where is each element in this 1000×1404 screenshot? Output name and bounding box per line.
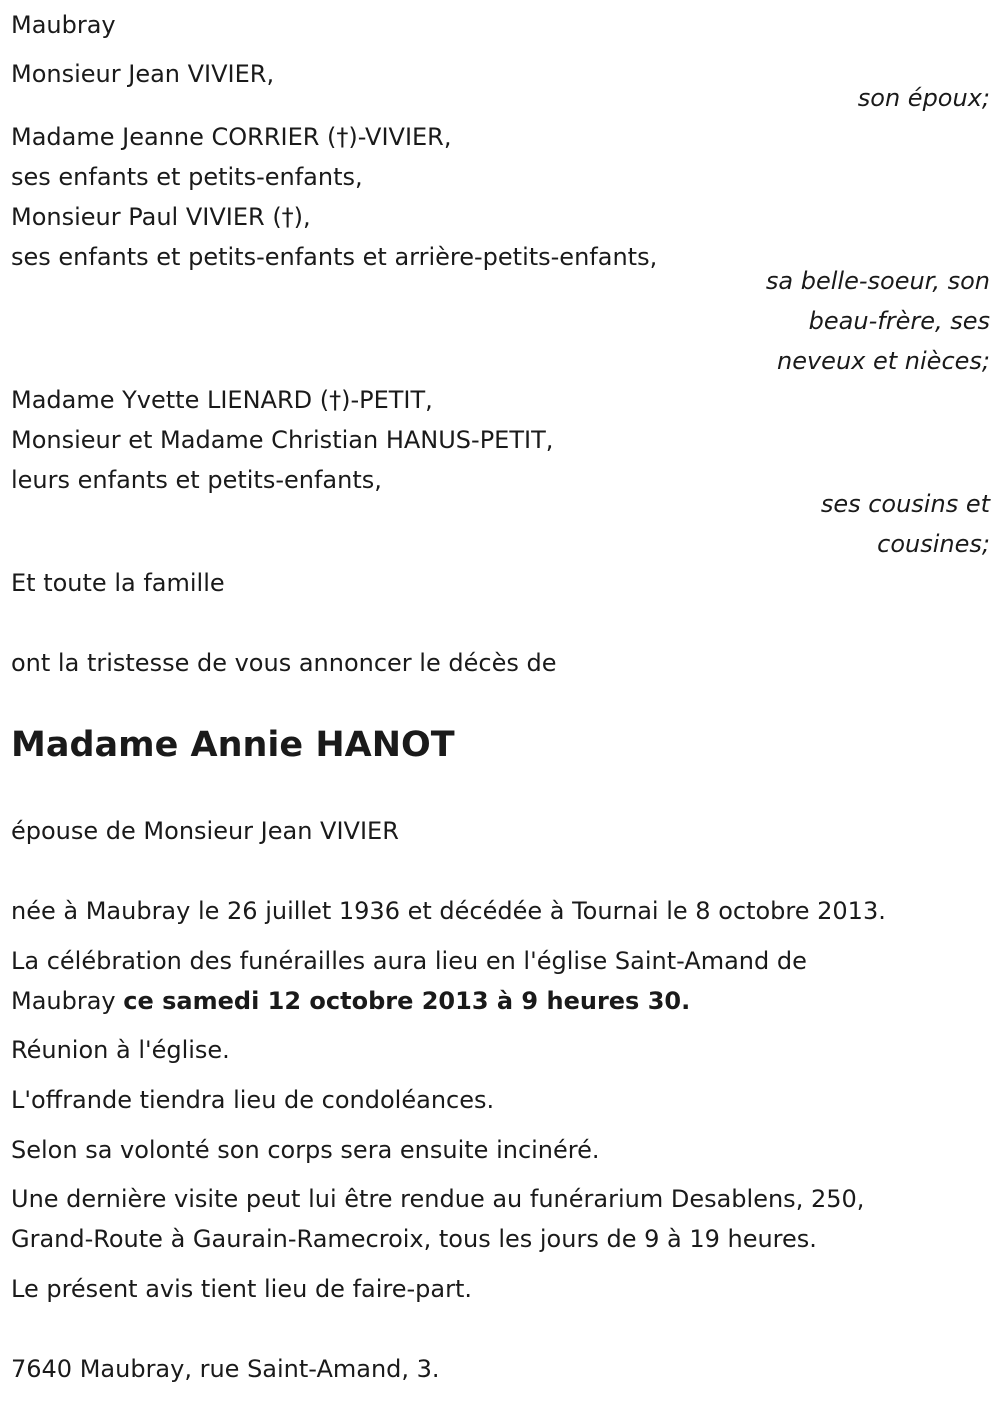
ceremony-place: Maubray (11, 987, 124, 1015)
cousin-line: Monsieur et Madame Christian HANUS-PETIT, (11, 426, 554, 454)
spouse-line: Monsieur Jean VIVIER, (11, 60, 275, 88)
spouse-relation: son époux; (857, 84, 990, 112)
notice-note: Le présent avis tient lieu de faire-part. (11, 1275, 473, 1303)
inlaw-line: Madame Jeanne CORRIER (†)-VIVIER, (11, 123, 452, 151)
inlaws-relation: beau-frère, ses (808, 307, 990, 335)
birth-death-dates: née à Maubray le 26 juillet 1936 et décédée à Tournai le 8 octobre 2013. (11, 897, 886, 925)
ceremony-date-time: ce samedi 12 octobre 2013 à 9 heures 30. (123, 987, 691, 1015)
announcement-text: ont la tristesse de vous annoncer le décès de (11, 649, 557, 677)
visit-note: Grand-Route à Gaurain-Ramecroix, tous les jours de 9 à 19 heures. (11, 1225, 817, 1253)
inlaw-line: Monsieur Paul VIVIER (†), (11, 203, 311, 231)
ceremony-line: La célébration des funérailles aura lieu en l'église Saint-Amand de (11, 947, 807, 975)
address: 7640 Maubray, rue Saint-Amand, 3. (11, 1355, 440, 1383)
deceased-spouse: épouse de Monsieur Jean VIVIER (11, 817, 399, 845)
inlaws-relation: sa belle-soeur, son (765, 267, 990, 295)
ceremony-line (11, 986, 690, 1016)
inlaw-line: ses enfants et petits-enfants, (11, 163, 363, 191)
cousin-line: leurs enfants et petits-enfants, (11, 466, 382, 494)
cousin-line: Madame Yvette LIENARD (†)-PETIT, (11, 386, 433, 414)
deceased-name: Madame Annie HANOT (11, 725, 455, 765)
inlaw-line: ses enfants et petits-enfants et arrière-petits-enfants, (11, 243, 658, 271)
location-heading: Maubray (11, 11, 116, 39)
offering-note: L'offrande tiendra lieu de condoléances. (11, 1086, 495, 1114)
visit-note: Une dernière visite peut lui être rendue au funérarium Desablens, 250, (11, 1185, 865, 1213)
cousins-relation: cousines; (877, 530, 990, 558)
inlaws-relation: neveux et nièces; (777, 347, 990, 375)
cremation-note: Selon sa volonté son corps sera ensuite incinéré. (11, 1136, 600, 1164)
meeting-note: Réunion à l'église. (11, 1036, 230, 1064)
cousins-relation: ses cousins et (820, 490, 990, 518)
all-family-line: Et toute la famille (11, 569, 225, 597)
